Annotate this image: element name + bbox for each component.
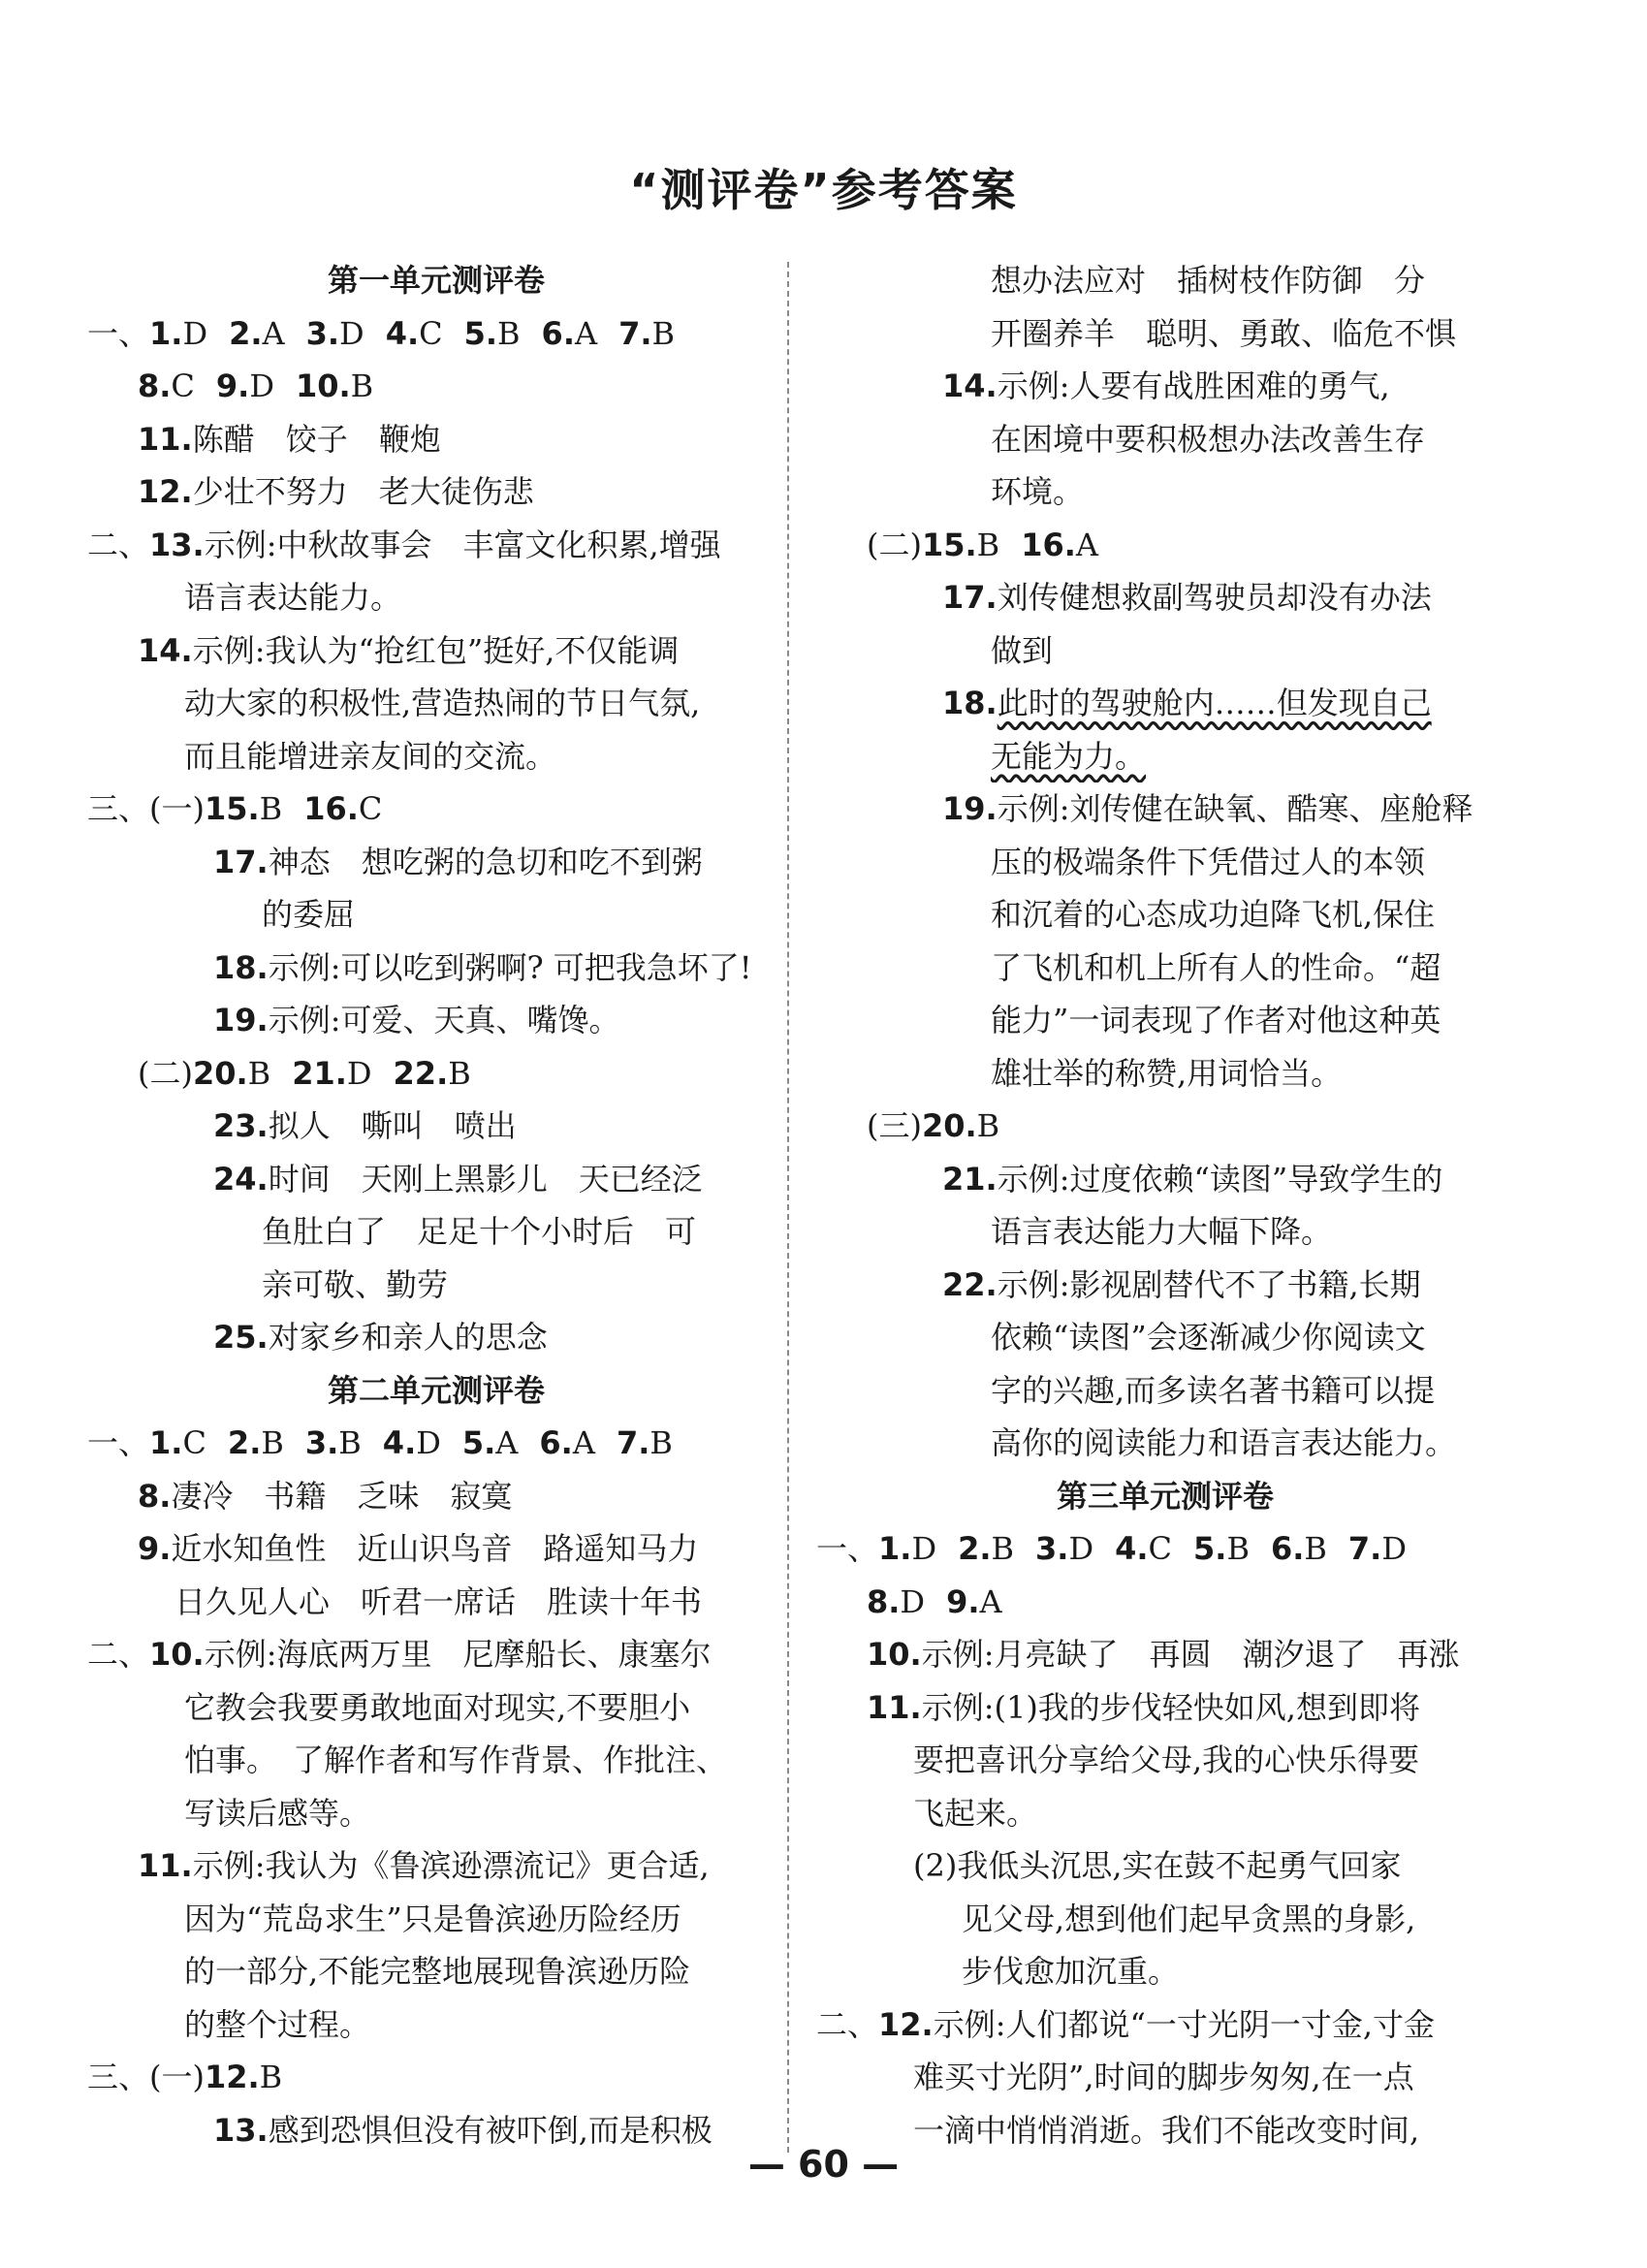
answer-line [816,677,1514,730]
question-number: 9. [138,1530,172,1567]
question-number: 2. [229,314,263,352]
answer-text: B [1304,1530,1327,1567]
question-number: 14. [942,367,998,404]
question-number: 10. [867,1636,922,1673]
answer-line [816,942,1514,995]
answer-text: B [261,1424,284,1461]
answer-text: 一、 [87,314,150,352]
answer-text: 的一部分,不能完整地展现鲁滨逊历险 [184,1953,691,1990]
answer-line [816,836,1514,889]
answer-text: 凄冷 书籍 乏味 寂寞 [171,1477,513,1515]
answer-text: B [1226,1530,1250,1567]
answer-text: 写读后感等。 [184,1794,371,1832]
answer-text: 示例:可以吃到粥啊? 可把我急坏了! [268,948,752,986]
answer-text: A [574,314,598,352]
answer-line [87,783,785,836]
answer-line [816,1893,1514,1946]
answer-line [816,783,1514,836]
answer-text: (2)我低头沉思,实在鼓不起勇气回家 [913,1847,1402,1884]
question-number: 8. [867,1582,901,1620]
answer-text: 见父母,想到他们起早贪黑的身影, [962,1900,1416,1937]
answer-text: D [900,1582,926,1620]
question-number: 19. [942,790,998,827]
answer-line [816,465,1514,519]
answer-text: B [651,314,676,352]
answer-text: B [976,1107,1000,1144]
answer-text: B [259,790,283,827]
answer-line [87,1787,785,1840]
answer-text: 在困境中要积极想办法改善生存 [991,420,1426,458]
question-number: 15. [204,790,260,827]
answer-column-right [816,254,1514,2156]
answer-column-left [87,254,785,2156]
answer-line [87,888,785,942]
answer-line [87,1945,785,1998]
underlined-answer-text: 无能为力。 [991,737,1147,775]
answer-line [87,413,785,466]
answer-text: 语言表达能力大幅下降。 [991,1213,1333,1250]
answer-line [816,519,1514,572]
question-number: 11. [867,1688,922,1726]
question-number: 3. [1035,1530,1069,1567]
answer-line [87,1628,785,1681]
question-number: 13. [213,2111,269,2149]
question-number: 16. [1021,526,1076,563]
answer-text: 刘传健想救副驾驶员却没有办法 [997,579,1432,616]
question-number: 21. [292,1054,347,1092]
answer-line [816,1047,1514,1101]
answer-text: 近水知鱼性 近山识鸟音 路遥知马力 [171,1530,699,1567]
question-number: 10. [149,1636,205,1673]
answer-text: C [182,1424,206,1461]
question-number: 10. [295,367,351,404]
answer-text: A [495,1424,519,1461]
answer-text: B [497,314,521,352]
question-number: 13. [149,526,205,563]
question-number: 8. [138,367,172,404]
answer-text: 做到 [991,631,1054,669]
question-number: 9. [946,1582,980,1620]
answer-text: C [358,790,383,827]
answer-line [816,1576,1514,1629]
question-number: 18. [213,948,269,986]
underlined-answer-text: 此时的驾驶舱内……但发现自己 [997,685,1432,721]
question-number: 4. [382,1424,417,1461]
question-number: 20. [921,1107,977,1144]
question-number: 17. [213,843,269,880]
answer-text: 三、(一) [87,790,205,827]
section-heading: 第一单元测评卷 [327,262,545,299]
answer-line [87,519,785,572]
answer-line [816,254,1514,307]
question-number: 1. [878,1530,912,1567]
answer-text: C [1148,1530,1173,1567]
answer-text: 示例:海底两万里 尼摩船长、康塞尔 [204,1636,712,1673]
section-heading: 第三单元测评卷 [1056,1477,1274,1515]
answer-line [87,1205,785,1259]
question-number: 2. [227,1424,262,1461]
answer-line [87,1311,785,1364]
column-divider [787,262,789,2153]
answer-text: 能力”一词表现了作者对他这种英 [991,1002,1441,1038]
answer-line [87,307,785,361]
page-number: — 60 — [747,2143,900,2186]
answer-line [816,1100,1514,1153]
question-number: 18. [942,685,998,721]
answer-line [87,994,785,1047]
question-number: 9. [215,367,250,404]
answer-text: 拟人 嘶叫 喷出 [268,1107,517,1144]
answer-line [816,1417,1514,1470]
answer-line [816,571,1514,624]
question-number: 12. [204,2059,260,2095]
answer-text: 示例:过度依赖“读图”导致学生的 [997,1160,1443,1198]
question-number: 17. [942,579,998,616]
answer-line [87,1576,785,1629]
question-number: 6. [539,1424,573,1461]
answer-text: 二、 [816,2005,879,2043]
answer-text: 亲可敬、勤劳 [262,1265,449,1303]
question-number: 15. [921,526,977,563]
answer-text: 陈醋 饺子 鞭炮 [192,420,441,458]
answer-text: 的委屈 [262,896,356,933]
answer-line [816,730,1514,783]
answer-text: 一滴中悄悄消逝。我们不能改变时间, [913,2111,1420,2149]
answer-text: 示例:人要有战胜困难的勇气, [997,367,1390,404]
answer-text: 少壮不努力 老大徒伤悲 [192,473,534,510]
answer-line [816,888,1514,942]
answer-text: A [979,1582,1002,1620]
answer-text: 的整个过程。 [184,2005,371,2043]
answer-text: 语言表达能力。 [184,579,402,616]
answer-text: B [338,1424,362,1461]
answer-text: 示例:影视剧替代不了书籍,长期 [997,1265,1421,1303]
answer-text: 它教会我要勇敢地面对现实,不要胆小 [184,1688,691,1726]
answer-text: C [419,314,443,352]
answer-text: B [350,367,374,404]
answer-text: D [339,314,364,352]
answer-text: 示例:我认为“抢红包”挺好,不仅能调 [192,631,680,669]
answer-line [87,2051,785,2104]
answer-text: D [416,1424,441,1461]
answer-line [816,1259,1514,1312]
question-number: 21. [942,1160,998,1198]
answer-text: 飞起来。 [913,1794,1038,1832]
answer-text: 动大家的积极性,营造热闹的节日气氛, [184,685,701,721]
answer-text: (二) [867,526,922,563]
answer-line [87,1259,785,1312]
answer-text: 要把喜讯分享给父母,我的心快乐得要 [913,1741,1420,1778]
answer-text: D [1381,1530,1407,1567]
question-number: 5. [1193,1530,1227,1567]
question-number: 14. [138,631,193,669]
answer-text: B [448,1054,471,1092]
question-number: 2. [958,1530,992,1567]
answer-text: 压的极端条件下凭借过人的本领 [991,843,1426,880]
question-number: 7. [1347,1530,1382,1567]
answer-text: 示例:刘传健在缺氧、酷寒、座舱释 [997,790,1473,827]
answer-text: 示例:我认为《鲁滨逊漂流记》更合适, [192,1847,710,1884]
answer-line [816,307,1514,361]
question-number: 25. [213,1319,269,1356]
answer-text: B [976,526,1000,563]
question-number: 4. [1115,1530,1149,1567]
answer-line [816,1311,1514,1364]
answer-text: 一、 [87,1424,150,1461]
answer-text: 示例:(1)我的步伐轻快如风,想到即将 [921,1688,1420,1726]
question-number: 11. [138,420,193,458]
answer-text: A [262,314,285,352]
answer-text: 开圈养羊 聪明、勇敢、临危不惧 [991,314,1457,352]
answer-text: 示例:月亮缺了 再圆 潮汐退了 再涨 [921,1636,1460,1673]
answer-text: B [247,1054,271,1092]
answer-line [87,1998,785,2052]
answer-text: 难买寸光阴”,时间的脚步匆匆,在一点 [913,2059,1414,2095]
answer-line [87,1417,785,1470]
answer-line [87,1153,785,1206]
answer-text: 三、(一) [87,2059,205,2095]
answer-line [87,836,785,889]
question-number: 16. [303,790,359,827]
answer-line [87,465,785,519]
answer-text: (三) [867,1107,922,1144]
answer-text: 时间 天刚上黑影儿 天已经泛 [268,1160,703,1198]
answer-text: D [911,1530,937,1567]
answer-line [87,730,785,783]
answer-text: 示例:中秋故事会 丰富文化积累,增强 [204,526,721,563]
question-number: 12. [878,2005,934,2043]
answer-text: 而且能增进亲友间的交流。 [184,737,557,775]
answer-text: 想办法应对 插树枝作防御 分 [991,262,1426,299]
answer-line [87,677,785,730]
answer-text: C [171,367,195,404]
answer-text: 依赖“读图”会逐渐减少你阅读文 [991,1319,1426,1356]
answer-line [87,1470,785,1523]
answer-line [816,2051,1514,2104]
answer-line [816,1364,1514,1418]
question-number: 3. [304,1424,339,1461]
answer-line [816,1787,1514,1840]
answer-text: 二、 [87,526,150,563]
question-number: 20. [192,1054,248,1092]
answer-text: A [572,1424,595,1461]
answer-text: 高你的阅读能力和语言表达能力。 [991,1424,1457,1461]
answer-line [87,1839,785,1893]
answer-text: (二) [138,1054,193,1092]
answer-line [816,1628,1514,1681]
answer-text: 示例:人们都说“一寸光阴一寸金,寸金 [933,2005,1436,2043]
answer-text: B [649,1424,673,1461]
answer-line [87,360,785,413]
answer-text: 示例:可爱、天真、嘴馋。 [268,1002,620,1038]
answer-text: 怕事。 了解作者和写作背景、作批注、 [184,1741,728,1778]
answer-line [87,571,785,624]
answer-line [816,1205,1514,1259]
question-number: 5. [461,1424,496,1461]
question-number: 4. [385,314,420,352]
question-number: 6. [1270,1530,1305,1567]
section-heading: 第二单元测评卷 [327,1371,545,1409]
answer-text: D [346,1054,372,1092]
question-number: 24. [213,1160,269,1198]
question-number: 22. [942,1265,998,1303]
question-number: 23. [213,1107,269,1144]
question-number: 7. [616,1424,650,1461]
answer-text: 二、 [87,1636,150,1673]
answer-line [87,942,785,995]
answer-text: 日久见人心 听君一席话 胜读十年书 [174,1582,703,1620]
question-number: 1. [149,314,183,352]
answer-text: D [249,367,274,404]
question-number: 5. [463,314,498,352]
answer-line [816,1522,1514,1576]
answer-line [816,624,1514,678]
question-number: 1. [149,1424,183,1461]
question-number: 3. [305,314,340,352]
answer-line [87,1047,785,1101]
question-number: 6. [541,314,575,352]
answer-text: 了飞机和机上所有人的性命。“超 [991,948,1441,986]
answer-text: 雄壮举的称赞,用词恰当。 [991,1054,1343,1092]
answer-text: 和沉着的心态成功迫降飞机,保住 [991,896,1436,933]
answer-text: 神态 想吃粥的急切和吃不到粥 [268,843,703,880]
answer-text: 字的兴趣,而多读名著书籍可以提 [991,1371,1436,1409]
answer-text: 对家乡和亲人的思念 [268,1319,548,1356]
answer-text: B [259,2059,283,2095]
answer-line [816,1153,1514,1206]
answer-line [816,994,1514,1047]
answer-line [87,1893,785,1946]
question-number: 22. [393,1054,449,1092]
question-number: 7. [618,314,652,352]
answer-text: D [1068,1530,1094,1567]
answer-text: 感到恐惧但没有被吓倒,而是积极 [268,2111,713,2149]
answer-line [816,360,1514,413]
answer-line [87,1734,785,1787]
answer-line [87,1681,785,1735]
answer-text: B [991,1530,1015,1567]
answer-line [816,1945,1514,1998]
answer-text: A [1075,526,1098,563]
question-number: 11. [138,1847,193,1884]
answer-line [816,1734,1514,1787]
answer-text: D [182,314,208,352]
answer-text: 一、 [816,1530,879,1567]
answer-line [87,624,785,678]
answer-text: 步伐愈加沉重。 [962,1953,1180,1990]
answer-text: 环境。 [991,473,1085,510]
answer-text: 鱼肚白了 足足十个小时后 可 [262,1213,697,1250]
answer-line [87,1522,785,1576]
answer-line [816,413,1514,466]
answer-line [816,1998,1514,2052]
answer-line [816,1681,1514,1735]
page-title: “测评卷”参考答案 [629,164,1018,216]
question-number: 8. [138,1477,172,1515]
question-number: 19. [213,1002,269,1038]
answer-line [87,1100,785,1153]
question-number: 12. [138,473,193,510]
answer-text: 因为“荒岛求生”只是鲁滨逊历险经历 [184,1900,681,1937]
answer-line [816,1839,1514,1893]
